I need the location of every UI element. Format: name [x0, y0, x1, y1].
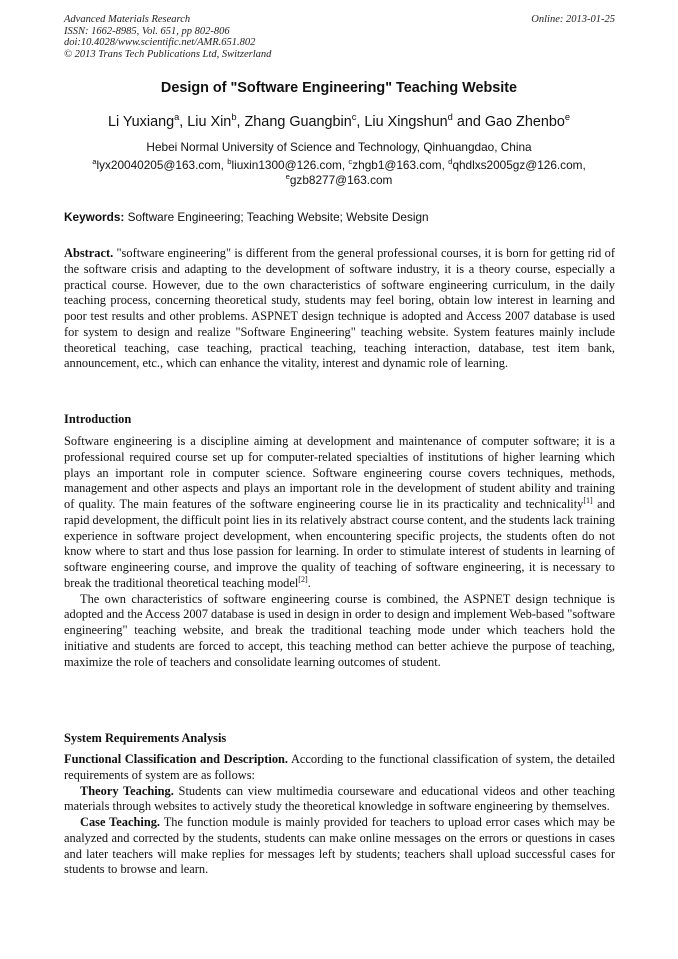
email-superscript: c [348, 157, 353, 167]
subsection-label: Functional Classification and Description. [64, 752, 288, 766]
introduction-heading: Introduction [64, 412, 132, 426]
paragraph [64, 752, 615, 784]
paragraph [64, 434, 615, 592]
online-date: Online: 2013-01-25 [531, 14, 615, 25]
author-superscript: b [231, 112, 237, 123]
system-requirements-body [64, 752, 615, 878]
paragraph-text: . [307, 575, 311, 590]
journal-header [64, 14, 615, 60]
paragraph-text: Software engineering is a discipline aiming at development and maintenance of computer software; it is a professional required course set up for computer-related specialties of institutions of higher learning which plays an important role in computer science. Software engineering course covers techniques, methods, management and other aspects and plays an important role in the development of student ability and training of quality. The main features of the software engineering course lie in its practicality and technicality [64, 434, 615, 511]
author-superscript: a [174, 112, 180, 123]
citation-1: [1] [583, 495, 593, 505]
author-name: Zhang Guangbin [244, 114, 352, 130]
author-name: Gao Zhenbo [484, 114, 565, 130]
email-superscript: b [227, 157, 232, 167]
paper-title: Design of "Software Engineering" Teaching Website [160, 80, 518, 96]
journal-name: Advanced Materials Research [64, 14, 191, 25]
paragraph-text: and rapid development, the difficult point lies in its relatively abstract course content, and the students lack training experience in software project development, when encountering specific projects, the students often do not know where to start and thus lose passion for learning. In order to stimulate interest of students in learning of software engineering course, and improve the quality of teaching of software engineering, it is necessary to break the traditional theoretical teaching model [64, 497, 616, 590]
paragraph-text: The function module is mainly provided for teachers to upload error cases which may be analyzed and corrected by the students, students can make online messages on the errors or questions in cases and later teachers will make replies for messages left by students; teachers shall upload successful cases for students to browse and learn. [64, 815, 615, 877]
citation-2: [2] [298, 574, 308, 584]
author-superscript: d [447, 112, 453, 123]
affiliation: Hebei Normal University of Science and Technology, Qinhuangdao, China [146, 140, 532, 154]
paragraph: The own characteristics of software engineering course is combined, the ASPNET design technique is adopted and the Access 2007 database is used in design in order to design and implement Web-based "software engineering" teaching website, and break the traditional teaching mode under which teachers hold the initiative and students are forced to accept, this teaching method can better achieve the purpose of teaching, maximize the role of teachers and consolidate learning outcomes of student. [64, 591, 615, 669]
email-list: $^a$lyx20040205@163.com, $^b$liuxin1300@126.com, $^c$zhgb1@163.com, $^d$qhdlxs2005gz@126.com, $^e$gzb8277@163.com [92, 157, 586, 187]
paragraph [64, 815, 615, 878]
author-name: Li Yuxiang [107, 114, 175, 130]
introduction-body [64, 434, 615, 670]
author-superscript: c [351, 112, 357, 123]
copyright-line: © 2013 Trans Tech Publications Ltd, Switzerland [64, 48, 272, 60]
email-superscript: e [285, 172, 290, 182]
email-superscript: a [92, 157, 97, 167]
keywords [64, 210, 615, 224]
email-address: liuxin1300@126.com [231, 158, 342, 172]
issn-line: ISSN: 1662-8985, Vol. 651, pp 802-806 [64, 25, 230, 37]
keywords-text: Software Engineering; Teaching Website; Website Design [127, 210, 429, 224]
abstract-text: "software engineering" is different from the general professional courses, it is born for getting rid of the software crisis and adapting to the development of software industry, it is a theory course, especially a practical course. However, due to the own characteristics of software engineering curriculum, in the daily teaching process, concerning theoretical study, students may feel boring, obtain low interest in learning and poor test results and other problems. ASPNET design technique is adopted and Access 2007 database is used for system to design and realize "Software Engineering" teaching website. System features mainly include theoretical teaching, case teaching, practical teaching, teaching interaction, database, test item bank, announcement, etc., which can enhance the vitality, interest and dynamic role of learning. [64, 246, 615, 371]
author-name: Liu Xingshun [364, 114, 448, 130]
system-requirements-heading: System Requirements Analysis [64, 731, 227, 745]
email-address: gzb8277@163.com [289, 173, 393, 187]
doi-line: doi:10.4028/www.scientific.net/AMR.651.802 [64, 37, 256, 48]
author-name: Liu Xin [187, 114, 232, 130]
paragraph-text: Students can view multimedia courseware and educational videos and other teaching materials through websites to actively study the theoretical knowledge in software engineering by themselves. [64, 783, 615, 814]
subsection-label: Case Teaching. [80, 815, 161, 829]
abstract-label: Abstract. [64, 246, 114, 260]
subsection-label: Theory Teaching. [80, 783, 174, 798]
email-address: zhgb1@163.com [352, 158, 442, 172]
email-address: qhdlxs2005gz@126.com [452, 158, 583, 172]
author-list: Li Yuxiang$^a$, Liu Xin$^b$, Zhang Guangbin$^c$, Liu Xingshun$^d$ and Gao Zhenbo$^e$ [107, 112, 571, 130]
author-superscript: e [564, 112, 571, 123]
email-superscript: d [448, 157, 453, 167]
paragraph [64, 784, 615, 816]
keywords-label: Keywords: [64, 210, 125, 224]
paragraph-text: According to the functional classification of system, the detailed requirements of system are as follows: [64, 752, 615, 782]
email-address: lyx20040205@163.com [96, 158, 221, 172]
abstract [64, 246, 615, 372]
